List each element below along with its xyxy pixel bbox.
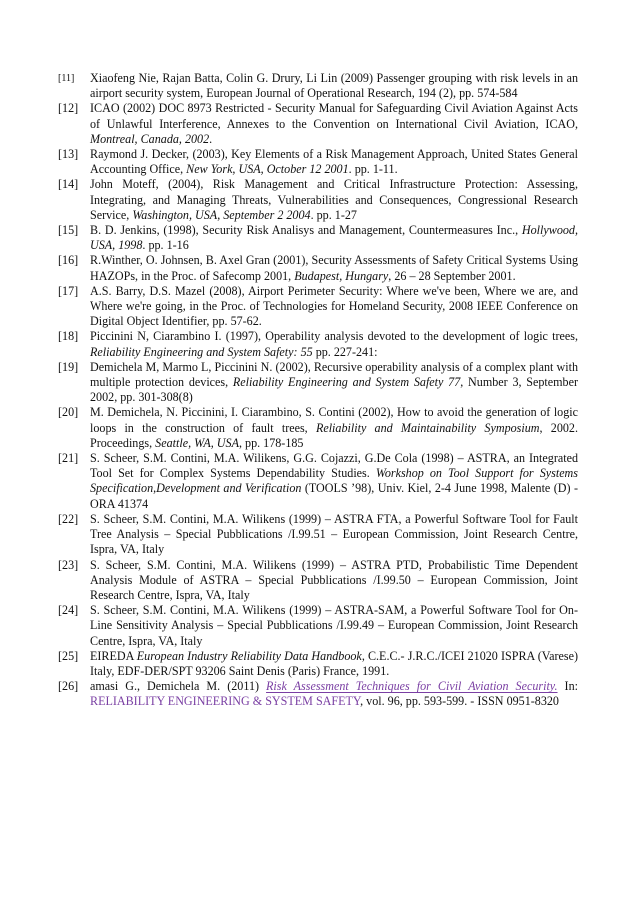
reference-segment: M. Demichela, N. Piccinini, I. Ciarambino, S. Contini (2002), How to avoid the generation of logic loops in the construction of fault trees, (90, 405, 578, 435)
reference-segment: , 26 – 28 September 2001. (388, 268, 516, 283)
reference-item (58, 451, 578, 512)
reference-segment: Raymond J. Decker, (2003), Key Elements of a Risk Management Approach, United States General Accounting Office, (90, 147, 578, 177)
reference-segment: Demichela M, Marmo L, Piccinini N. (2002), Recursive operability analysis of a complex plant with multiple protection devices, (90, 359, 578, 390)
reference-text (90, 284, 578, 330)
reference-list (58, 71, 578, 710)
reference-segment: pp. 227-241: (312, 344, 378, 359)
reference-text (90, 451, 578, 512)
reference-number: [11] (58, 73, 75, 84)
reference-item (58, 101, 578, 147)
reference-item (58, 512, 578, 558)
reference-item (58, 679, 578, 709)
reference-segment: ICAO (2002) DOC 8973 Restricted - Security Manual for Safeguarding Civil Aviation Against Acts of Unlawful Interference, Annexes to the Convention on International Civil Aviation, ICAO, (90, 101, 578, 131)
reference-segment: Piccinini N, Ciarambino I. (1997), Operability analysis devoted to the development of logic trees, (90, 329, 578, 344)
reference-text (90, 71, 578, 101)
reference-italic-segment: Washington, USA, September 2 2004 (132, 207, 311, 222)
reference-text (90, 679, 578, 709)
reference-link[interactable]: Risk Assessment Techniques for Civil Aviation Security. (266, 679, 558, 694)
reference-number: [22] (58, 511, 79, 526)
reference-segment: . pp. 1-11. (348, 162, 398, 177)
reference-text (90, 329, 578, 359)
reference-number: [26] (58, 679, 79, 694)
reference-text (90, 649, 578, 679)
reference-number: [23] (58, 557, 79, 572)
reference-segment: John Moteff, (2004), Risk Management and Critical Infrastructure Protection: Assessing, Integrating, and Managing Threats, Vulnerabilities and Consequences, Congressional Research Service, (90, 177, 578, 222)
reference-segment: S. Scheer, S.M. Contini, M.A. Wilikens (1999) – ASTRA PTD, Probabilistic Time Dependent Analysis Module of ASTRA – Special Pubblications /I.99.50 – European Commission, Joint Research Centre, Ispra, VA, Italy (90, 557, 578, 602)
reference-number: [17] (58, 283, 79, 298)
reference-number: [21] (58, 451, 79, 466)
reference-item (58, 603, 578, 649)
reference-number: [25] (58, 648, 79, 663)
reference-number: [20] (58, 405, 79, 420)
reference-italic-segment: Reliability Engineering and System Safety 77 (232, 375, 461, 390)
reference-number: [18] (58, 329, 79, 344)
reference-italic-segment: Montreal, Canada, 2002 (90, 131, 210, 146)
reference-segment: S. Scheer, S.M. Contini, M.A. Wilikens (1999) – ASTRA-SAM, a Powerful Software Tool for On-Line Sensitivity Analysis – Special Pubblications /I.99.49 – European Commission, Joint Research Centre, Ispra, VA, Italy (90, 603, 578, 648)
reference-item (58, 360, 578, 406)
reference-number: [19] (58, 359, 79, 374)
reference-number: [13] (58, 147, 79, 162)
reference-segment: , pp. 178-185 (238, 435, 304, 450)
reference-text (90, 558, 578, 604)
reference-item (58, 147, 578, 177)
reference-link[interactable]: RELIABILITY ENGINEERING & SYSTEM SAFETY (90, 694, 361, 709)
reference-text (90, 147, 578, 177)
reference-segment: A.S. Barry, D.S. Mazel (2008), Airport Perimeter Security: Where we've been, Where we are, and Where we're going, in the Proc. of Technologies for Homeland Security, 2008 IEEE Conference on Digital Object Identifier, pp. 57-62. (90, 283, 578, 329)
reference-segment: B. D. Jenkins, (1998), Security Risk Analisys and Management, Countermeasures Inc., (90, 223, 522, 238)
reference-number: [14] (58, 177, 79, 192)
reference-item (58, 177, 578, 223)
reference-italic-segment: Hollywood, USA, 1998 (90, 223, 578, 253)
reference-segment: , Number 3, September 2002, pp. 301-308(8) (90, 375, 578, 405)
reference-segment: amasi G., Demichela M. (2011) (90, 679, 267, 694)
reference-text (90, 177, 578, 223)
reference-segment: , 2002. Proceedings, (90, 420, 578, 450)
reference-segment: Xiaofeng Nie, Rajan Batta, Colin G. Drury, Li Lin (2009) Passenger grouping with risk levels in an airport security system, European Journal of Operational Research, 194 (2), pp. 574-584 (90, 71, 578, 101)
reference-segment: EIREDA (90, 648, 137, 663)
reference-item (58, 558, 578, 604)
reference-item (58, 329, 578, 359)
reference-item (58, 284, 578, 330)
reference-text (90, 405, 578, 451)
reference-segment: R.Winther, O. Johnsen, B. Axel Gran (2001), Security Assessments of Safety Critical Systems Using HAZOPs, in the Proc. of Safecomp 2001, (90, 253, 578, 283)
reference-text (90, 512, 578, 558)
reference-number: [15] (58, 223, 79, 238)
reference-text (90, 101, 578, 147)
reference-text (90, 223, 578, 253)
reference-segment: , vol. 96, pp. 593-599. - ISSN 0951-8320 (360, 694, 559, 709)
reference-segment: . (209, 131, 213, 146)
reference-item (58, 253, 578, 283)
reference-item (58, 405, 578, 451)
reference-number: [12] (58, 101, 79, 116)
reference-italic-segment: Reliability Engineering and System Safety: 55 (90, 344, 313, 359)
reference-segment: . pp. 1-16 (142, 238, 189, 253)
reference-segment: . pp. 1-27 (310, 207, 357, 222)
reference-segment: In: (557, 679, 578, 694)
reference-segment: (TOOLS ’98), Univ. Kiel, 2-4 June 1998, Malente (D) - ORA 41374 (90, 481, 578, 511)
reference-text (90, 253, 578, 283)
reference-italic-segment: Seattle, WA, USA (155, 435, 239, 450)
reference-italic-segment: New York, USA, October 12 2001 (186, 162, 349, 177)
reference-italic-segment: Workshop on Tool Support for Systems Specification,Development and Verification (90, 466, 579, 496)
reference-italic-segment: Budapest, Hungary (294, 268, 389, 283)
reference-segment: , C.E.C.- J.R.C./ICEI 21020 ISPRA (Varese) Italy, EDF-DER/SPT 93206 Saint Denis (Paris) France, 1991. (90, 648, 578, 678)
reference-number: [16] (58, 253, 79, 268)
reference-segment: S. Scheer, S.M. Contini, M.A. Wilikens (1999) – ASTRA FTA, a Powerful Software Tool for Fault Tree Analysis – Special Pubblications /I.99.51 – European Commission, Joint Research Centre, Ispra, VA, Italy (90, 511, 578, 557)
reference-item (58, 649, 578, 679)
reference-italic-segment: European Industry Reliability Data Handbook (136, 648, 362, 663)
reference-item (58, 223, 578, 253)
reference-italic-segment: Reliability and Maintainability Symposium (315, 420, 540, 435)
reference-text (90, 603, 578, 649)
reference-item (58, 71, 578, 101)
reference-number: [24] (58, 603, 79, 618)
reference-text (90, 360, 578, 406)
reference-segment: S. Scheer, S.M. Contini, M.A. Wilikens, G.G. Cojazzi, G.De Cola (1998) – ASTRA, an Integrated Tool Set for Complex Systems Dependability Studies. (90, 451, 578, 481)
